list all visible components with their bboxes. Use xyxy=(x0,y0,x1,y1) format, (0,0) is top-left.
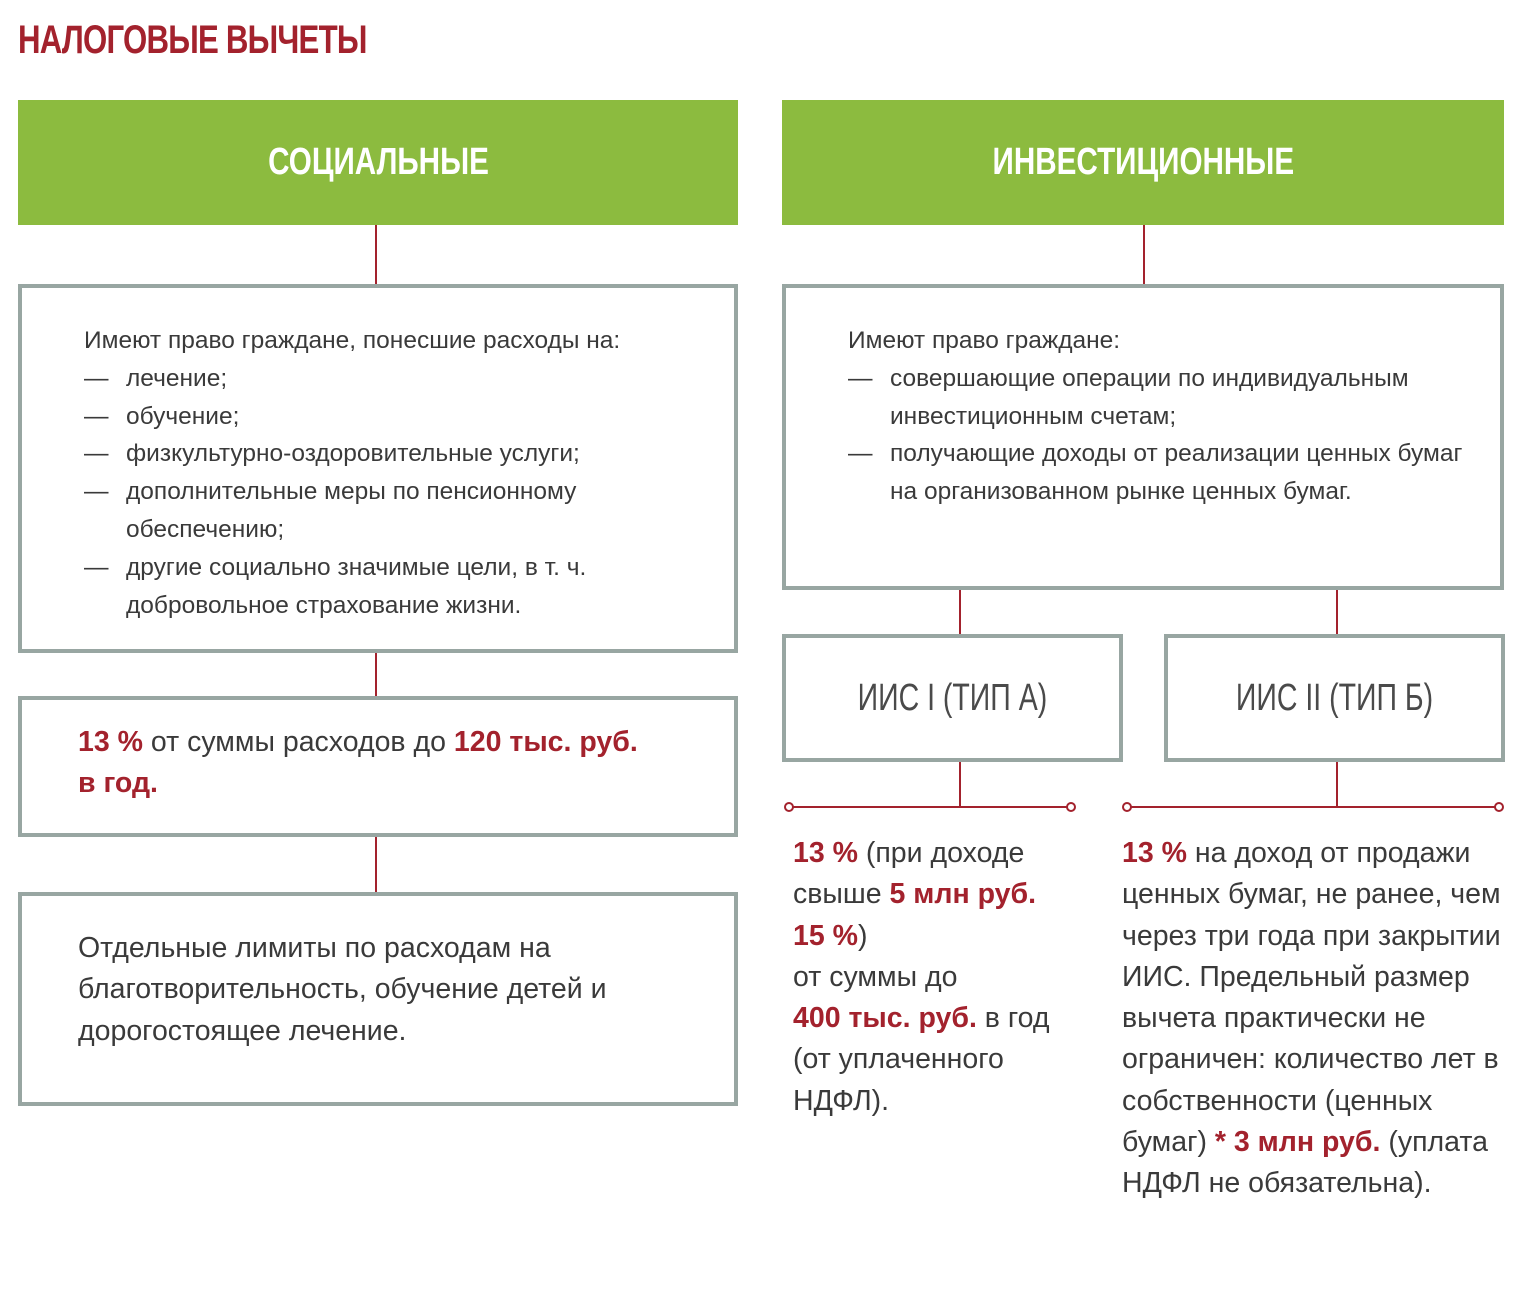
social-rate-percent: 13 % xyxy=(78,726,143,758)
social-rate-limit: 120 тыс. руб. xyxy=(453,726,638,758)
investment-eligibility-box xyxy=(782,284,1504,590)
social-rate-suffix: в год. xyxy=(78,767,158,800)
iis-type-a-box xyxy=(782,634,1123,762)
connector-line xyxy=(1336,590,1338,636)
list-item: — физкультурно-оздоровительные услуги; xyxy=(84,440,580,468)
iis-type-a-text: 13 % (при доходе свыше 5 млн руб. 15 %) от суммы до 400 тыс. руб. в год (от уплаченного НДФЛ). xyxy=(793,837,1050,1117)
list-item: — обучение; xyxy=(84,402,240,430)
investment-header xyxy=(782,100,1504,225)
connector-line xyxy=(375,653,377,698)
social-limits-text: Отдельные лимиты по расходам на благотворительность, обучение детей и дорогостоящее лечение. xyxy=(78,932,607,1047)
page-title: НАЛОГОВЫЕ ВЫЧЕТЫ xyxy=(18,18,367,62)
connector-line xyxy=(375,225,377,286)
connector-line xyxy=(792,806,1068,808)
connector-dot xyxy=(1122,802,1132,812)
connector-line xyxy=(1130,806,1496,808)
list-item: — совершающие операции по индивидуальным инвестиционным счетам; xyxy=(848,364,1409,430)
social-eligibility-box xyxy=(18,284,738,653)
social-limits-box xyxy=(18,892,738,1106)
social-header-label: СОЦИАЛЬНЫЕ xyxy=(267,141,489,183)
investment-eligibility-intro: Имеют право граждане: xyxy=(848,327,1121,354)
iis-type-b-text: 13 % на доход от продажи ценных бумаг, не ранее, чем через три года при закрытии ИИС. Предельный размер вычета практически не ограничен: количество лет в собственности (ценных бумаг) * 3 млн руб. (уплата НДФЛ не обязательна). xyxy=(1122,837,1501,1200)
investment-header-label: ИНВЕСТИЦИОННЫЕ xyxy=(992,141,1294,183)
iis-type-a-label: ИИС I (ТИП А) xyxy=(857,676,1048,719)
connector-line xyxy=(1336,762,1338,808)
list-item: — дополнительные меры по пенсионному обеспечению; xyxy=(84,478,577,543)
connector-dot xyxy=(784,802,794,812)
social-header xyxy=(18,100,738,225)
connector-line xyxy=(959,762,961,808)
list-item: — лечение; xyxy=(84,364,228,392)
iis-type-b-label: ИИС II (ТИП Б) xyxy=(1235,676,1434,719)
connector-dot xyxy=(1066,802,1076,812)
connector-line xyxy=(1143,225,1145,286)
social-rate-box xyxy=(18,696,738,837)
connector-line xyxy=(959,590,961,636)
connector-dot xyxy=(1494,802,1504,812)
list-item: — другие социально значимые цели, в т. ч. добровольное страхование жизни. xyxy=(84,553,587,619)
list-item: — получающие доходы от реализации ценных бумаг на организованном рынке ценных бумаг. xyxy=(848,440,1463,506)
social-rate-text: от суммы расходов до xyxy=(142,726,454,758)
social-eligibility-intro: Имеют право граждане, понесшие расходы на: xyxy=(84,327,621,354)
iis-type-b-box xyxy=(1164,634,1505,762)
connector-line xyxy=(375,837,377,894)
